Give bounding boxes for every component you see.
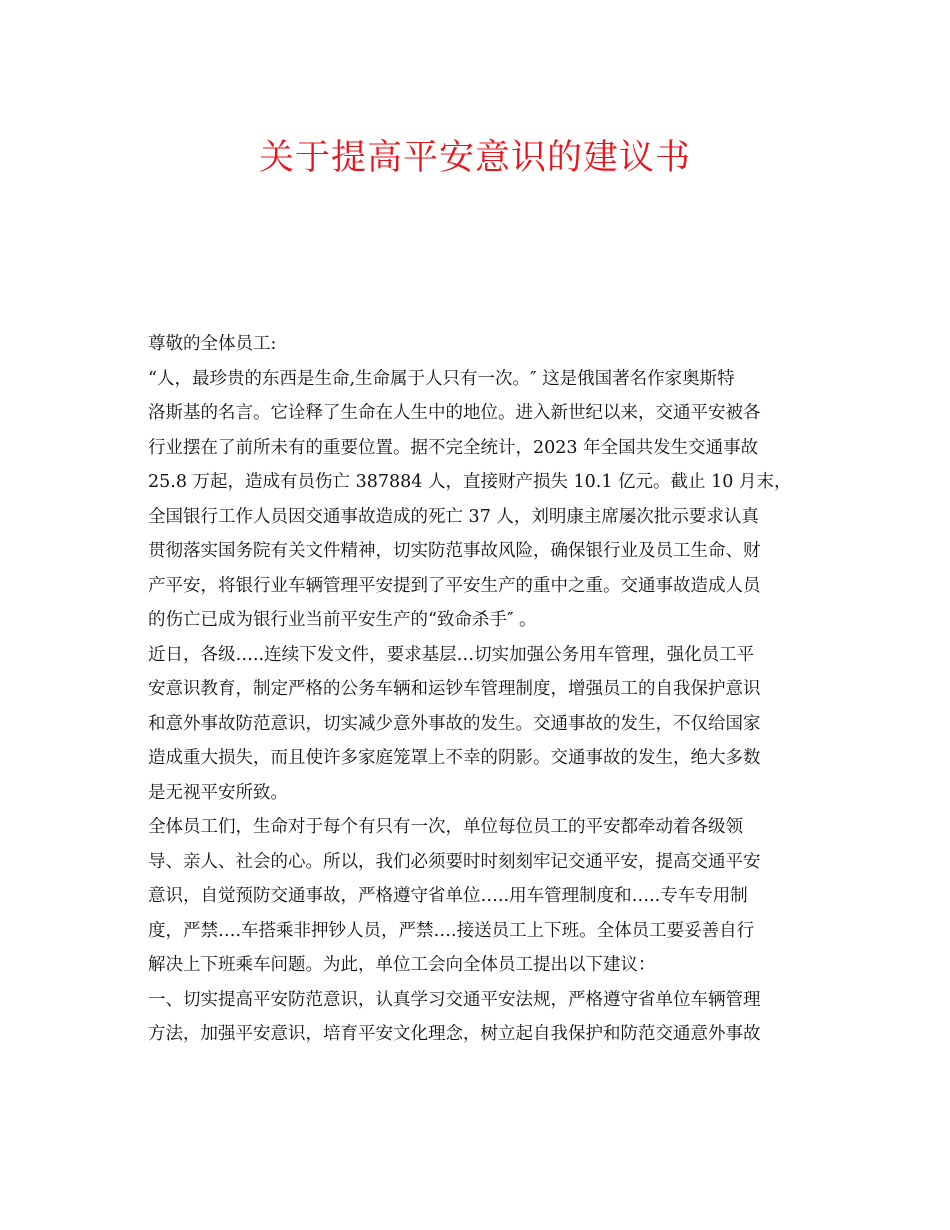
document-title: 关于提高平安意识的建议书: [258, 138, 691, 178]
body-line: 和意外事故防范意识，切实减少意外事故的发生。交通事故的发生，不仅给国家: [148, 713, 761, 734]
body-line: 全体员工们，生命对于每个有只有一次，单位每位员工的平安都牵动着各级领: [148, 817, 743, 837]
body-line: 产平安，将银行业车辆管理平安提到了平安生产的重中之重。交通事故造成人员: [148, 575, 761, 596]
body-line: 方法，加强平安意识，培育平安文化理念，树立起自我保护和防范交通意外事故: [148, 1024, 761, 1044]
body-line: 安意识教育，制定严格的公务车辆和运钞车管理制度，增强员工的自我保护意识: [148, 679, 761, 699]
body-line: 全国银行工作人员因交通事故造成的死亡 37 人，刘明康主席屡次批示要求认真: [148, 506, 759, 527]
body-line: 是无视平安所致。: [148, 782, 288, 803]
body-line: 意识，自觉预防交通事故，严格遵守省单位…..用车管理制度和…..专车专用制: [148, 886, 748, 906]
body-line: 解决上下班乘车问题。为此，单位工会向全体员工提出以下建议：: [148, 955, 656, 975]
document-body: [148, 327, 808, 1052]
body-line: 导、亲人、社会的心。所以，我们必须要时时刻刻牢记交通平安，提高交通平安: [148, 851, 761, 872]
body-line: 度，严禁….车搭乘非押钞人员，严禁….接送员工上下班。全体员工要妥善自行: [148, 920, 755, 941]
body-line: 的伤亡已成为银行业当前平安生产的“致命杀手″ 。: [148, 610, 537, 630]
body-line: “人，最珍贵的东西是生命,生命属于人只有一次。″ 这是俄国著名作家奥斯特: [148, 368, 735, 389]
body-line: 行业摆在了前所未有的重要位置。据不完全统计，2023 年全国共发生交通事故: [148, 437, 759, 458]
body-line: 贯彻落实国务院有关文件精神，切实防范事故风险，确保银行业及员工生命、财: [148, 541, 761, 561]
body-line: 造成重大损失，而且使许多家庭笼罩上不幸的阴影。交通事故的发生，绝大多数: [148, 748, 761, 768]
salutation-line: 尊敬的全体员工:: [148, 334, 277, 354]
body-line: 近日，各级…..连续下发文件，要求基层…切实加强公务用车管理，强化员工平: [148, 644, 755, 665]
body-line: 洛斯基的名言。它诠释了生命在人生中的地位。进入新世纪以来，交通平安被各: [148, 403, 761, 423]
body-line: 25.8 万起，造成有员伤亡 387884 人，直接财产损失 10.1 亿元。截止 10 月末，: [148, 472, 792, 492]
body-line: 一、切实提高平安防范意识，认真学习交通平安法规，严格遵守省单位车辆管理: [148, 989, 761, 1010]
